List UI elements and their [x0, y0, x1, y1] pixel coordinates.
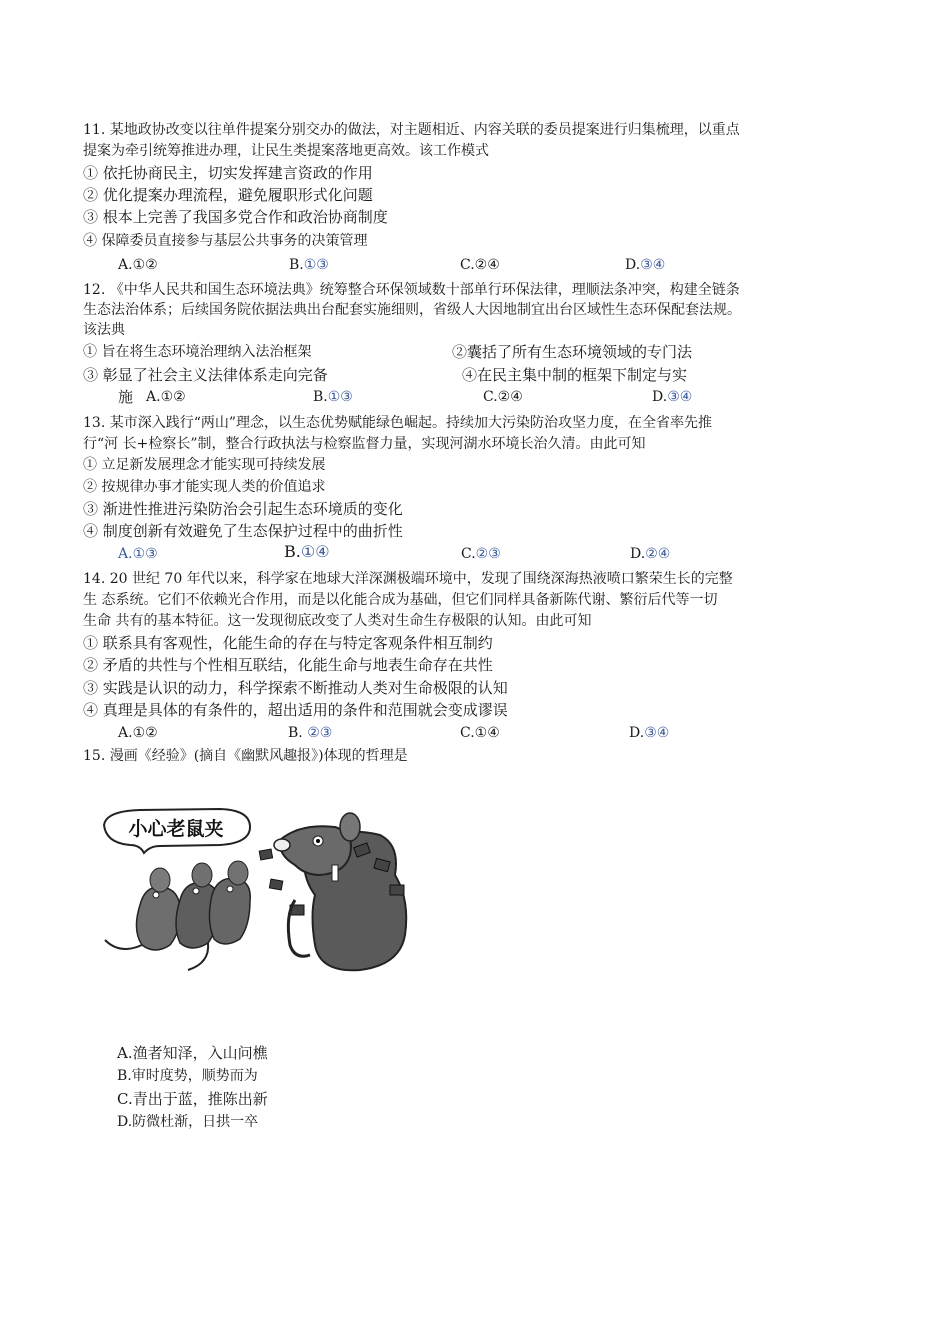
q11-choice-b[interactable]	[289, 255, 329, 275]
choice-letter: A.	[118, 257, 133, 273]
q13-item-1: ① 立足新发展理念才能实现可持续发展	[83, 457, 326, 473]
q12-item-4: ④在民主集中制的框架下制定与实	[462, 366, 688, 384]
q14-stem-line3: 生命 共有的基本特征。这一发现彻底改变了人类对生命生存极限的认知。由此可知	[83, 613, 592, 629]
q12-item-3: ③ 彰显了社会主义法律体系走向完备	[83, 366, 328, 384]
choice-nums: ①③	[132, 546, 158, 562]
choice-letter: B.	[313, 389, 328, 405]
q12-choice-d[interactable]	[652, 387, 692, 407]
q15-stem: 15. 漫画《经验》(摘自《幽默风趣报》)体现的哲理是	[83, 748, 408, 764]
q13-stem-line2: 行“河 长+检察长”制，整合行政执法与检察监督力量，实现河湖水环境长治久清。由此可知	[83, 436, 646, 452]
q15-choice-a[interactable]: A.渔者知泽，入山问樵	[117, 1044, 268, 1062]
choice-letter: D.	[630, 546, 646, 562]
choice-nums: ①③	[303, 257, 329, 273]
q11-stem-line1: 11. 某地政协改变以往单件提案分别交办的做法，对主题相近、内容关联的委员提案进行归集梳理，以重点	[83, 122, 740, 138]
q14-choice-b[interactable]	[288, 723, 332, 743]
choice-letter: B.	[288, 725, 308, 741]
small-rats	[105, 861, 250, 970]
choice-letter: D.	[625, 257, 641, 273]
choice-nums: ①④	[300, 542, 330, 561]
q12-item-1: ① 旨在将生态环境治理纳入法治框架	[83, 344, 312, 360]
q13-stem-line1: 13. 某市深入践行“两山”理念，以生态优势赋能绿色崛起。持续加大污染防治攻坚力度，在全省率先推	[83, 415, 713, 431]
choice-letter: C.	[460, 257, 475, 273]
q11-stem-line2: 提案为牵引统筹推进办理，让民生类提案落地更高效。该工作模式	[83, 143, 489, 159]
choice-letter: C.	[461, 546, 476, 562]
choice-letter: B.	[289, 257, 304, 273]
choice-letter: D.	[652, 389, 668, 405]
choice-letter: A.	[118, 725, 133, 741]
q12-choice-b[interactable]	[313, 387, 353, 407]
q14-item-1: ① 联系具有客观性，化能生命的存在与特定客观条件相互制约	[83, 634, 493, 652]
q11-choice-a[interactable]	[118, 255, 158, 275]
choice-nums: ②④	[497, 389, 523, 405]
q13-item-4: ④ 制度创新有效避免了生态保护过程中的曲折性	[83, 522, 403, 540]
q12-item-4-tail: 施	[118, 388, 134, 406]
choice-nums: ①②	[132, 725, 158, 741]
choice-nums: ①②	[160, 389, 186, 405]
choice-letter: A.	[118, 546, 133, 562]
q14-choice-c[interactable]	[460, 723, 500, 743]
cartoon-rats-image	[100, 805, 418, 975]
q15-choice-c[interactable]: C.青出于蓝，推陈出新	[117, 1090, 268, 1108]
q13-choice-c[interactable]	[461, 544, 501, 564]
q14-item-3: ③ 实践是认识的动力，科学探索不断推动人类对生命极限的认知	[83, 679, 508, 697]
q11-choice-d[interactable]	[625, 255, 665, 275]
q11-choice-c[interactable]	[460, 255, 500, 275]
choice-letter: C.	[460, 725, 475, 741]
choice-nums: ②③	[475, 546, 501, 562]
q11-item-1: ① 依托协商民主，切实发挥建言资政的作用	[83, 164, 373, 182]
choice-nums: ③④	[644, 725, 670, 741]
q14-item-4: ④ 真理是具体的有条件的，超出适用的条件和范围就会变成谬误	[83, 701, 508, 719]
choice-nums: ③④	[667, 389, 693, 405]
choice-nums: ②④	[645, 546, 671, 562]
q14-stem-line1: 14. 20 世纪 70 年代以来，科学家在地球大洋深渊极端环境中，发现了围绕深海热液喷口繁荣生长的完整	[83, 571, 733, 587]
q11-item-2: ② 优化提案办理流程，避免履职形式化问题	[83, 186, 373, 204]
q13-choice-b[interactable]	[284, 542, 330, 562]
choice-nums: ①③	[327, 389, 353, 405]
q12-choice-a[interactable]	[146, 387, 186, 407]
choice-nums: ①②	[132, 257, 158, 273]
choice-nums: ③④	[640, 257, 666, 273]
choice-letter: B.	[284, 542, 301, 561]
bubble-text: 小心老鼠夹	[128, 818, 224, 840]
q12-stem-line3: 该法典	[83, 322, 125, 338]
q14-choice-a[interactable]	[118, 723, 158, 743]
q12-stem-line2: 生态法治体系；后续国务院依据法典出台配套实施细则，省级人大因地制宜出台区域性生态环保配套法规。	[83, 302, 741, 318]
q15-choice-d[interactable]: D.防微杜渐，日拱一卒	[117, 1114, 259, 1130]
q12-item-2: ②囊括了所有生态环境领域的专门法	[452, 343, 693, 361]
q13-choice-d[interactable]	[630, 544, 670, 564]
q14-stem-line2: 生 态系统。它们不依赖光合作用，而是以化能合成为基础，但它们同样具备新陈代谢、繁衍后代等一切	[83, 592, 718, 608]
q13-choice-a[interactable]	[118, 544, 158, 564]
choice-letter: C.	[483, 389, 498, 405]
choice-letter: D.	[629, 725, 645, 741]
q11-item-4: ④ 保障委员直接参与基层公共事务的决策管理	[83, 233, 368, 249]
q14-choice-d[interactable]	[629, 723, 669, 743]
q12-stem-line1: 12. 《中华人民共和国生态环境法典》统筹整合环保领域数十部单行环保法律，理顺法条冲突，构建全链条	[83, 282, 740, 298]
choice-nums: ②④	[474, 257, 500, 273]
q12-choice-c[interactable]	[483, 387, 523, 407]
q13-item-2: ② 按规律办事才能实现人类的价值追求	[83, 479, 326, 495]
q13-item-3: ③ 渐进性推进污染防治会引起生态环境质的变化	[83, 500, 403, 518]
choice-nums: ②③	[307, 725, 333, 741]
q14-item-2: ② 矛盾的共性与个性相互联结，化能生命与地表生命存在共性	[83, 656, 493, 674]
q15-choice-b[interactable]: B.审时度势，顺势而为	[117, 1068, 258, 1084]
q11-item-3: ③ 根本上完善了我国多党合作和政治协商制度	[83, 208, 388, 226]
choice-letter: A.	[146, 389, 161, 405]
choice-nums: ①④	[474, 725, 500, 741]
